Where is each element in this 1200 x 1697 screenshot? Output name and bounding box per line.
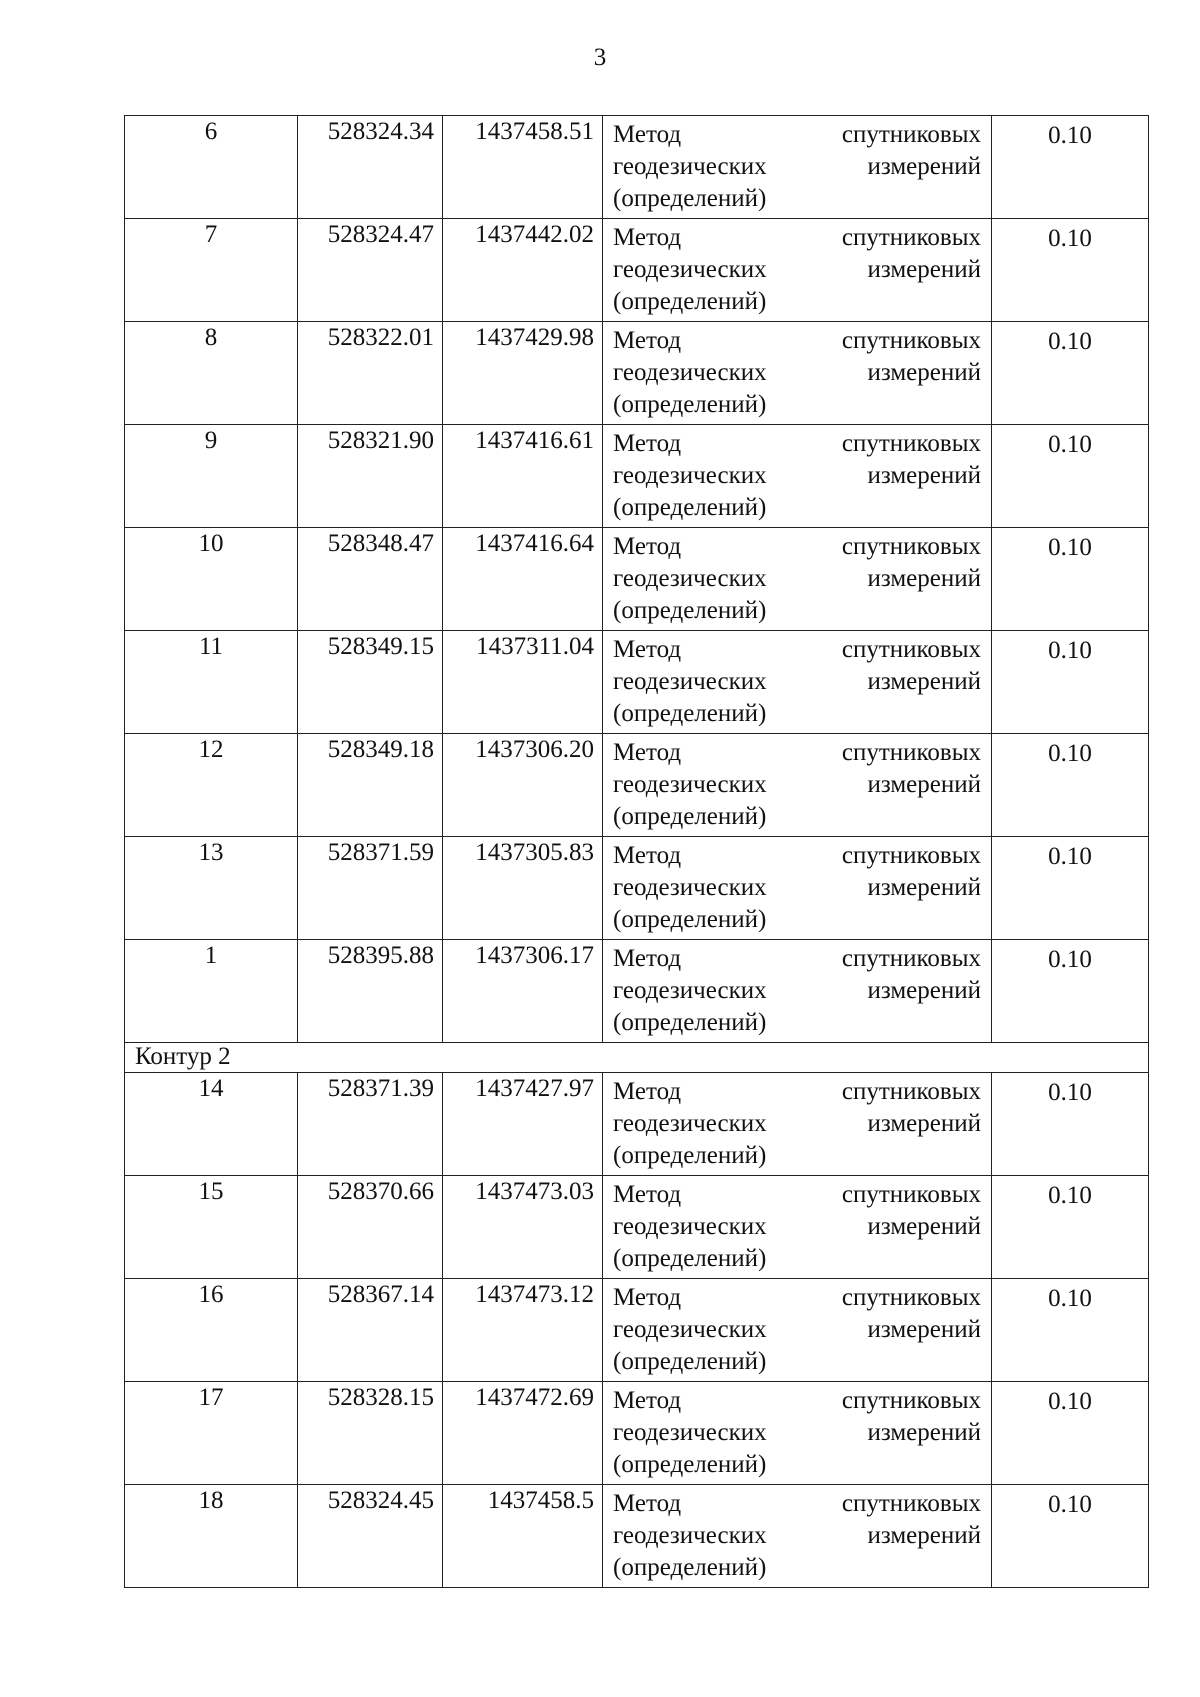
method-text-line: (определений)	[613, 700, 767, 727]
precision-cell: 0.10	[992, 837, 1149, 940]
method-text-line: геодезических измерений	[613, 153, 981, 180]
table-row	[125, 837, 1149, 940]
method-text-line: геодезических измерений	[613, 771, 981, 798]
x-coordinate-cell: 528349.15	[298, 631, 443, 734]
point-number-cell: 8	[125, 322, 298, 425]
method-cell	[603, 1382, 992, 1485]
table-row	[125, 425, 1149, 528]
precision-cell: 0.10	[992, 528, 1149, 631]
method-text-line: (определений)	[613, 1009, 767, 1036]
y-coordinate-cell: 1437473.03	[443, 1176, 603, 1279]
table-row	[125, 219, 1149, 322]
table-row	[125, 940, 1149, 1043]
precision-cell: 0.10	[992, 1382, 1149, 1485]
section-header-row	[125, 1043, 1149, 1073]
method-text-line: геодезических измерений	[613, 565, 981, 592]
table-row	[125, 1176, 1149, 1279]
y-coordinate-cell: 1437306.20	[443, 734, 603, 837]
precision-cell: 0.10	[992, 734, 1149, 837]
precision-cell: 0.10	[992, 219, 1149, 322]
method-text-line: геодезических измерений	[613, 1213, 981, 1240]
x-coordinate-cell: 528371.39	[298, 1073, 443, 1176]
point-number-cell: 13	[125, 837, 298, 940]
method-cell	[603, 219, 992, 322]
method-text-line: геодезических измерений	[613, 256, 981, 283]
point-number-cell: 18	[125, 1485, 298, 1588]
y-coordinate-cell: 1437427.97	[443, 1073, 603, 1176]
method-text-line: геодезических измерений	[613, 1419, 981, 1446]
method-text-line: геодезических измерений	[613, 359, 981, 386]
method-text-line: (определений)	[613, 185, 767, 212]
method-text-line: Метод спутниковых	[613, 739, 981, 766]
method-cell	[603, 1073, 992, 1176]
y-coordinate-cell: 1437458.5	[443, 1485, 603, 1588]
method-cell	[603, 1485, 992, 1588]
method-cell	[603, 528, 992, 631]
y-coordinate-cell: 1437416.64	[443, 528, 603, 631]
method-text-line: Метод спутниковых	[613, 430, 981, 457]
point-number-cell: 7	[125, 219, 298, 322]
method-text-line: (определений)	[613, 1142, 767, 1169]
method-text-line: геодезических измерений	[613, 1522, 981, 1549]
method-cell	[603, 734, 992, 837]
method-cell	[603, 425, 992, 528]
table-row	[125, 528, 1149, 631]
method-cell	[603, 116, 992, 219]
method-text-line: (определений)	[613, 391, 767, 418]
method-text-line: (определений)	[613, 597, 767, 624]
precision-cell: 0.10	[992, 940, 1149, 1043]
table-row	[125, 734, 1149, 837]
x-coordinate-cell: 528395.88	[298, 940, 443, 1043]
x-coordinate-cell: 528324.45	[298, 1485, 443, 1588]
method-text-line: Метод спутниковых	[613, 224, 981, 251]
method-text-line: Метод спутниковых	[613, 1490, 981, 1517]
method-text-line: Метод спутниковых	[613, 842, 981, 869]
y-coordinate-cell: 1437429.98	[443, 322, 603, 425]
method-text-line: Метод спутниковых	[613, 1078, 981, 1105]
point-number-cell: 17	[125, 1382, 298, 1485]
x-coordinate-cell: 528324.47	[298, 219, 443, 322]
table-row	[125, 116, 1149, 219]
method-text-line: геодезических измерений	[613, 1316, 981, 1343]
method-cell	[603, 940, 992, 1043]
x-coordinate-cell: 528321.90	[298, 425, 443, 528]
point-number-cell: 16	[125, 1279, 298, 1382]
x-coordinate-cell: 528322.01	[298, 322, 443, 425]
point-number-cell: 1	[125, 940, 298, 1043]
method-text-line: (определений)	[613, 906, 767, 933]
method-text-line: Метод спутниковых	[613, 1181, 981, 1208]
method-text-line: Метод спутниковых	[613, 533, 981, 560]
method-text-line: геодезических измерений	[613, 874, 981, 901]
method-text-line: (определений)	[613, 1451, 767, 1478]
section-label: Контур 2	[125, 1043, 1149, 1073]
y-coordinate-cell: 1437472.69	[443, 1382, 603, 1485]
method-cell	[603, 837, 992, 940]
method-text-line: (определений)	[613, 288, 767, 315]
coordinates-table-body	[125, 116, 1149, 1588]
precision-cell: 0.10	[992, 116, 1149, 219]
y-coordinate-cell: 1437311.04	[443, 631, 603, 734]
precision-cell: 0.10	[992, 322, 1149, 425]
method-text-line: геодезических измерений	[613, 1110, 981, 1137]
point-number-cell: 15	[125, 1176, 298, 1279]
x-coordinate-cell: 528371.59	[298, 837, 443, 940]
x-coordinate-cell: 528328.15	[298, 1382, 443, 1485]
method-cell	[603, 631, 992, 734]
point-number-cell: 14	[125, 1073, 298, 1176]
x-coordinate-cell: 528370.66	[298, 1176, 443, 1279]
y-coordinate-cell: 1437458.51	[443, 116, 603, 219]
table-row	[125, 1485, 1149, 1588]
method-text-line: геодезических измерений	[613, 668, 981, 695]
precision-cell: 0.10	[992, 1279, 1149, 1382]
point-number-cell: 12	[125, 734, 298, 837]
method-text-line: Метод спутниковых	[613, 636, 981, 663]
table-row	[125, 631, 1149, 734]
page-number: 3	[593, 44, 607, 71]
method-text-line: (определений)	[613, 803, 767, 830]
method-text-line: Метод спутниковых	[613, 327, 981, 354]
point-number-cell: 9	[125, 425, 298, 528]
method-text-line: (определений)	[613, 1554, 767, 1581]
precision-cell: 0.10	[992, 1073, 1149, 1176]
table-row	[125, 1382, 1149, 1485]
method-text-line: (определений)	[613, 494, 767, 521]
table-row	[125, 1073, 1149, 1176]
precision-cell: 0.10	[992, 1176, 1149, 1279]
precision-cell: 0.10	[992, 631, 1149, 734]
table-row	[125, 1279, 1149, 1382]
y-coordinate-cell: 1437473.12	[443, 1279, 603, 1382]
method-text-line: Метод спутниковых	[613, 945, 981, 972]
x-coordinate-cell: 528349.18	[298, 734, 443, 837]
x-coordinate-cell: 528367.14	[298, 1279, 443, 1382]
y-coordinate-cell: 1437442.02	[443, 219, 603, 322]
method-text-line: геодезических измерений	[613, 977, 981, 1004]
precision-cell: 0.10	[992, 1485, 1149, 1588]
method-text-line: Метод спутниковых	[613, 1284, 981, 1311]
x-coordinate-cell: 528324.34	[298, 116, 443, 219]
y-coordinate-cell: 1437305.83	[443, 837, 603, 940]
y-coordinate-cell: 1437306.17	[443, 940, 603, 1043]
method-cell	[603, 322, 992, 425]
method-cell	[603, 1279, 992, 1382]
coordinates-table	[124, 115, 1149, 1588]
method-text-line: Метод спутниковых	[613, 1387, 981, 1414]
method-text-line: геодезических измерений	[613, 462, 981, 489]
table-row	[125, 322, 1149, 425]
precision-cell: 0.10	[992, 425, 1149, 528]
point-number-cell: 6	[125, 116, 298, 219]
point-number-cell: 11	[125, 631, 298, 734]
method-cell	[603, 1176, 992, 1279]
method-text-line: Метод спутниковых	[613, 121, 981, 148]
method-text-line: (определений)	[613, 1245, 767, 1272]
x-coordinate-cell: 528348.47	[298, 528, 443, 631]
y-coordinate-cell: 1437416.61	[443, 425, 603, 528]
method-text-line: (определений)	[613, 1348, 767, 1375]
point-number-cell: 10	[125, 528, 298, 631]
